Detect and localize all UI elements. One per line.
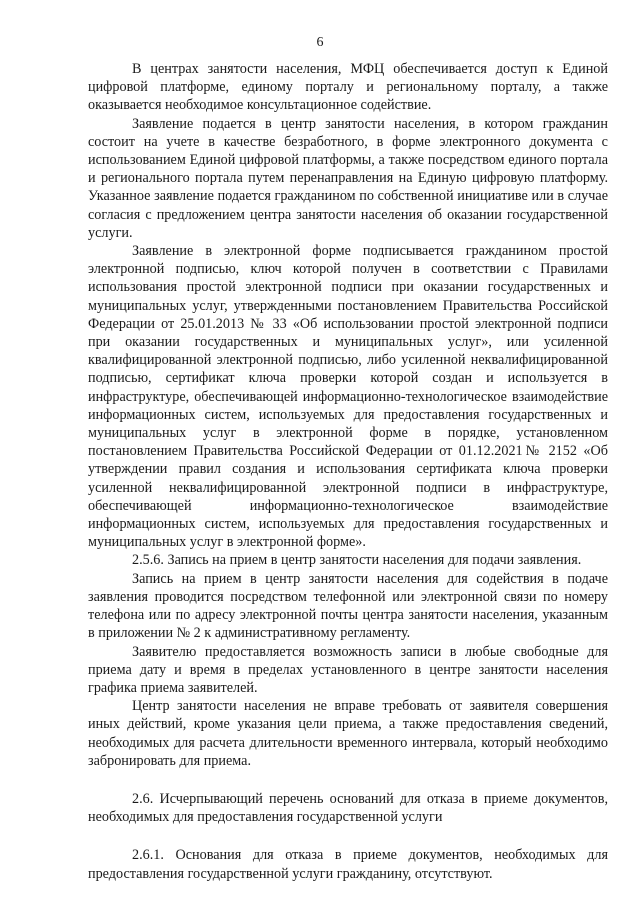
document-body xyxy=(88,60,608,883)
page-number: 6 xyxy=(316,35,324,50)
section-heading-2-6-1: 2.6.1. Основания для отказа в приеме документов, необходимых для предоставления государственной услуги гражданину, отсутствуют. xyxy=(88,847,608,882)
paragraph-restrictions: Центр занятости населения не вправе требовать от заявителя совершения иных действий, кроме указания цели приема, а также предоставления сведений, необходимых для расчета длительности временного интервала, который необходимо забронировать для приема. xyxy=(88,698,608,769)
paragraph-appointment: Запись на прием в центр занятости населения для содействия в подаче заявления проводится посредством телефонной или электронной связи по номеру телефона или по адресу электронной почты центра занятости населения, указанным в приложении № 2 к административному регламенту. xyxy=(88,570,608,642)
paragraph-electronic-signature: Заявление в электронной форме подписывается гражданином простой электронной подписью, ключ которой получен в соответствии с Правилами использования простой электронной подписи при оказании государственных и муниципальных услуг, утвержденными постановлением Правительства Российской Федерации от 25.01.2013 № 33 «Об использовании простой электронной подписи при оказании государственных и муниципальных услуг», или усиленной квалифицированной электронной подписью, либо усиленной неквалифицированной подписью, сертификат ключа проверки которой создан и используется в инфраструктуре, обеспечивающей информационно-технологическое взаимодействие информационных систем, используемых для предоставления государственных и муниципальных услуг в электронной форме в порядке, установленном постановлением Правительства Российской Федерации от 01.12.2021№ 2152 «Об утверждении правил создания и использования сертификата ключа проверки усиленной неквалифицированной электронной подписи в инфраструктуре, обеспечивающей информационно-технологическое взаимодействие информационных систем, используемых для предоставления государственных и муниципальных услуг в электронной форме». xyxy=(88,243,608,551)
paragraph-appointment-time: Заявителю предоставляется возможность записи в любые свободные для приема дату и время в пределах установленного в центре занятости населения графика приема заявителей. xyxy=(88,643,608,696)
paragraph-application-submission: Заявление подается в центр занятости населения, в котором гражданин состоит на учете в качестве безработного, в форме электронного документа с использованием Единой цифровой платформы, а также посредством единого портала и регионального портала путем перенаправления на Единую цифровую платформу. Указанное заявление подается гражданином по собственной инициативе или в случае согласия с предложением центра занятости населения об оказании государственной услуги. xyxy=(88,115,608,241)
paragraph-access: В центрах занятости населения, МФЦ обеспечивается доступ к Единой цифровой платформе, единому порталу и региональному порталу, а также оказывается необходимое консультационное содействие. xyxy=(88,61,608,114)
section-heading-2-6: 2.6. Исчерпывающий перечень оснований для отказа в приеме документов, необходимых для предоставления государственной услуги xyxy=(88,790,608,826)
paragraph-2-5-6: 2.5.6. Запись на прием в центр занятости населения для подачи заявления. xyxy=(132,552,582,569)
